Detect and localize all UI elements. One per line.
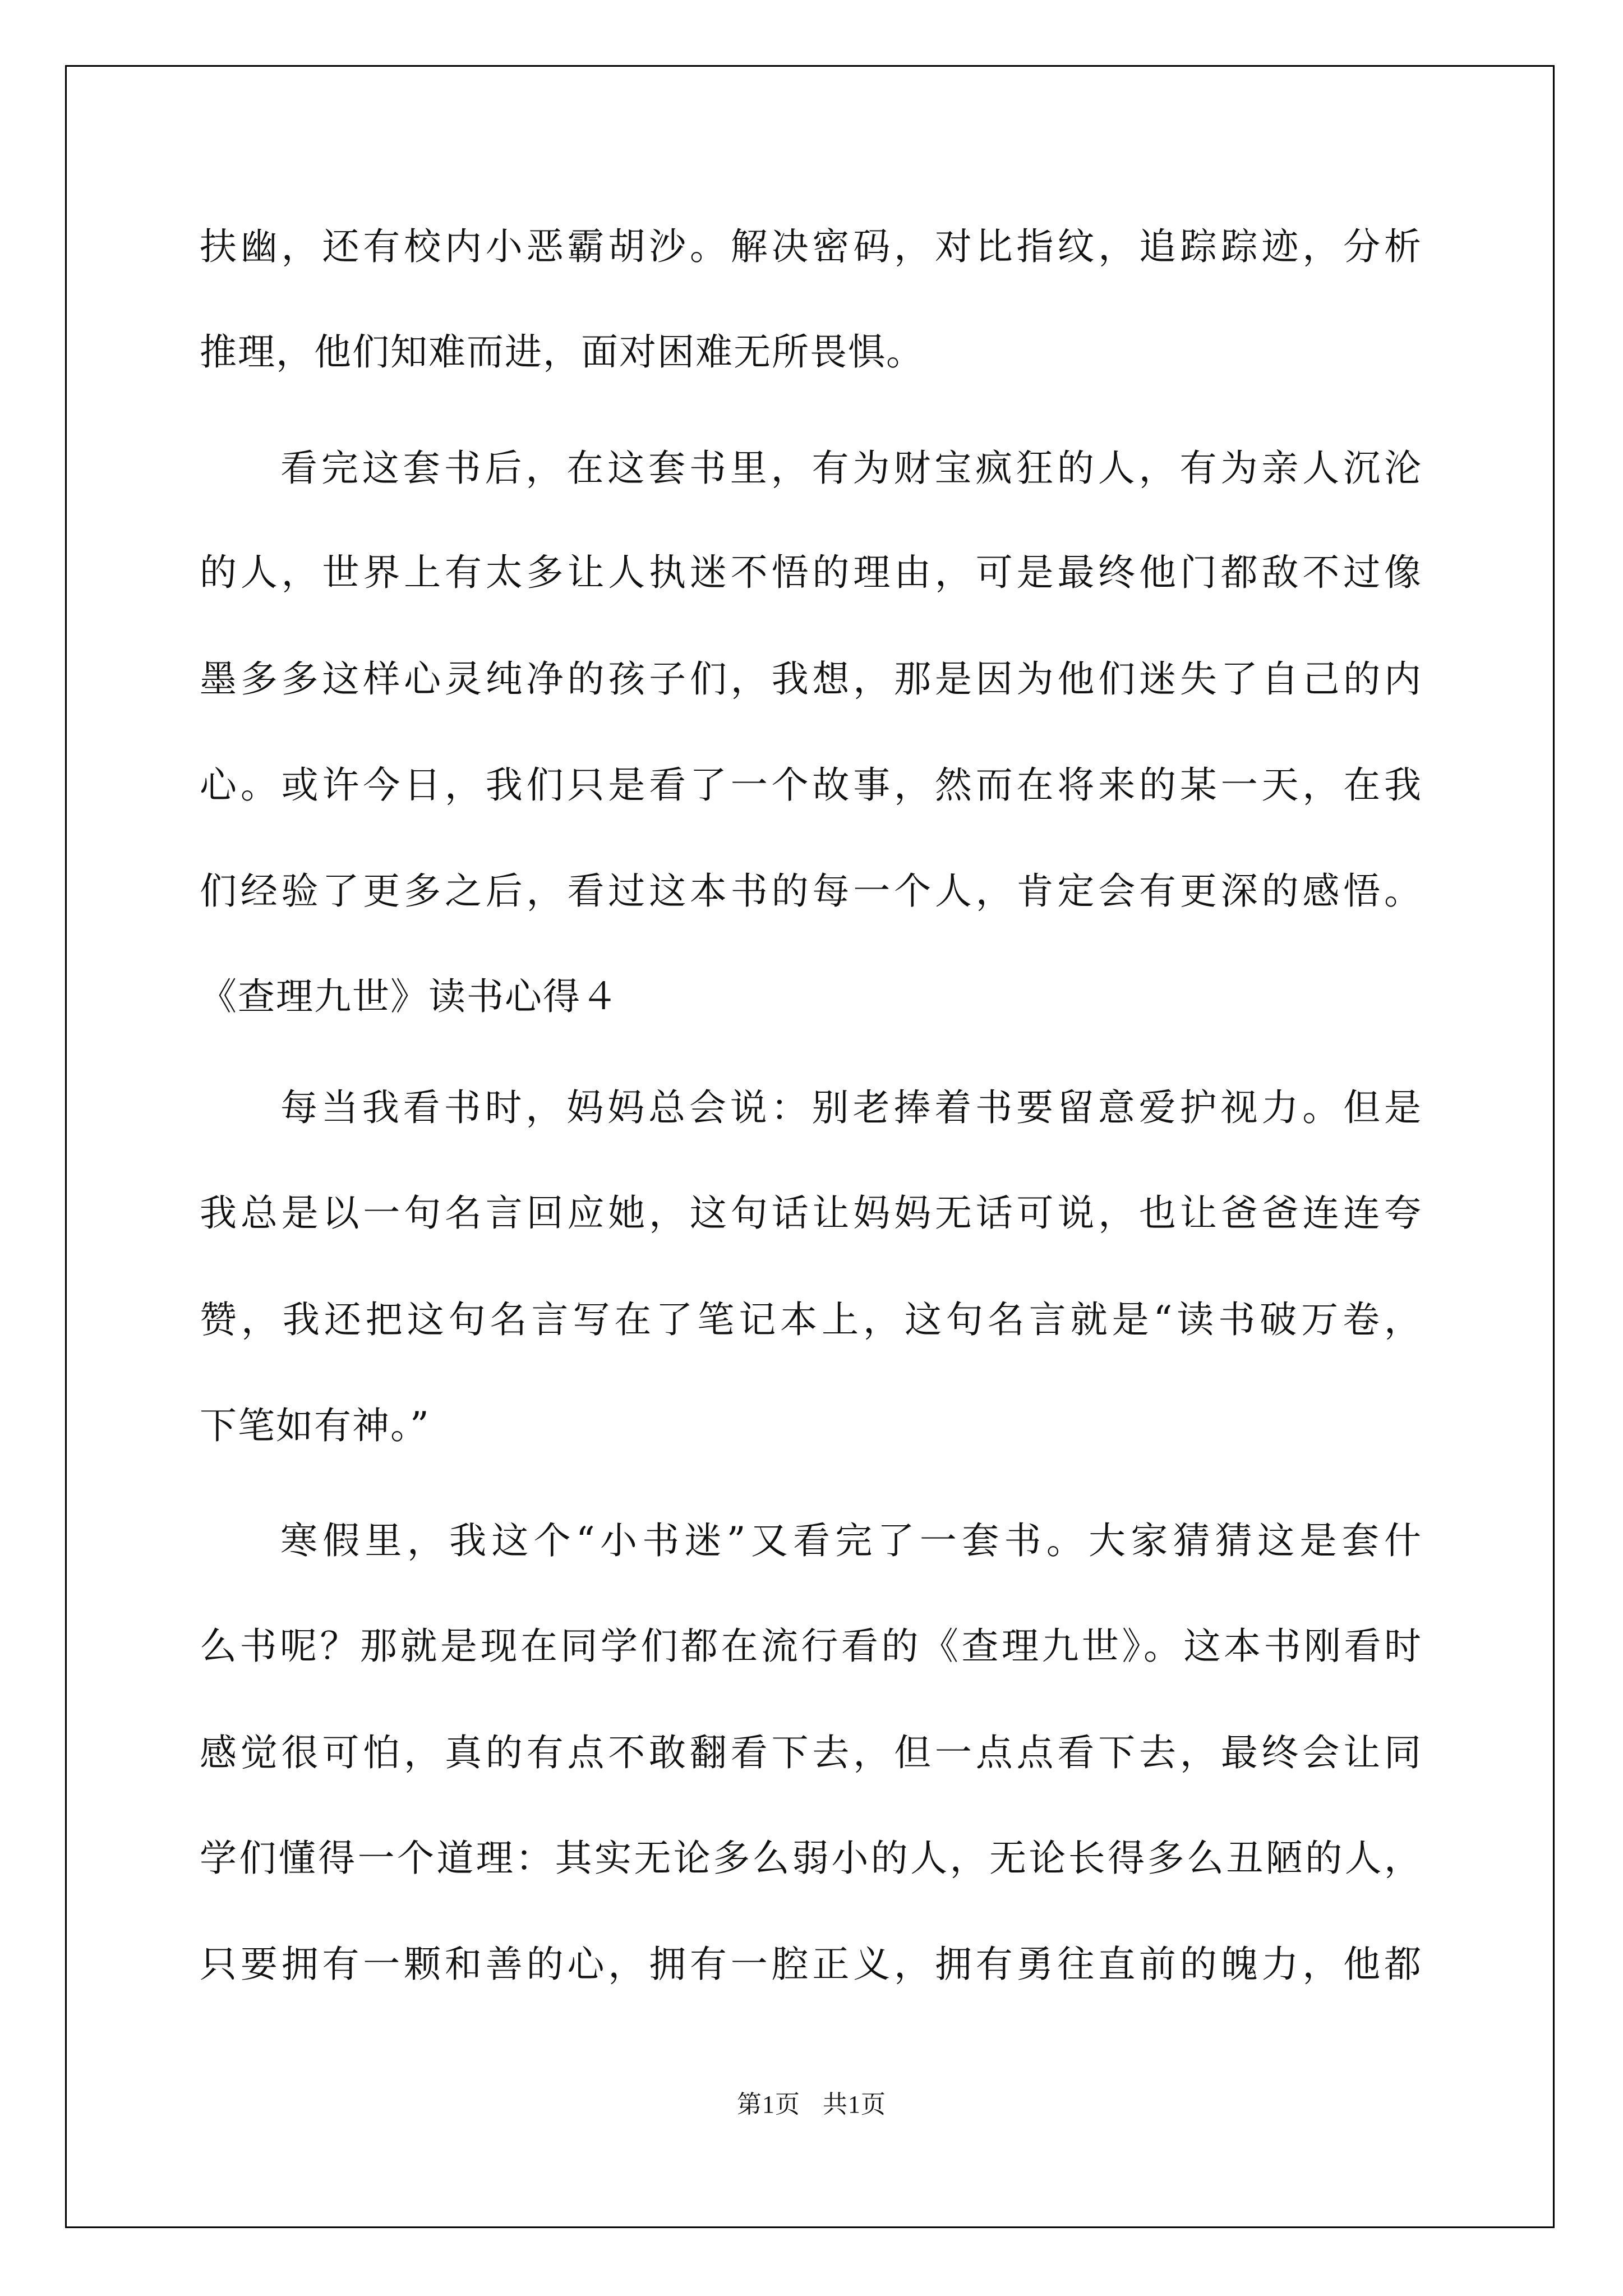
text-line: 么书呢？那就是现在同学们都在流行看的《查理九世》。这本书刚看时: [200, 1625, 1422, 1668]
text-line: 墨多多这样心灵纯净的孩子们，我想，那是因为他们迷失了自己的内: [200, 657, 1422, 701]
text-line: 心。或许今日，我们只是看了一个故事，然而在将来的某一天，在我: [200, 763, 1422, 807]
text-line: 学们懂得一个道理：其实无论多么弱小的人，无论长得多么丑陋的人，: [200, 1837, 1422, 1880]
text-line: 的人，世界上有太多让人执迷不悟的理由，可是最终他门都敌不过像: [200, 551, 1422, 594]
text-line: 下笔如有神。”: [200, 1404, 430, 1447]
text-line: 扶幽，还有校内小恶霸胡沙。解决密码，对比指纹，追踪踪迹，分析: [200, 225, 1422, 268]
page-footer: [0, 2089, 1623, 2120]
text-line: 只要拥有一颗和善的心，拥有一腔正义，拥有勇往直前的魄力，他都: [200, 1943, 1422, 1986]
page-total: 共1页: [823, 2091, 886, 2118]
text-line: 看完这套书后，在这套书里，有为财宝疯狂的人，有为亲人沉沦: [280, 447, 1422, 490]
text-line: 寒假里，我这个“小书迷”又看完了一套书。大家猜猜这是套什: [280, 1519, 1422, 1562]
text-line: 推理，他们知难而进，面对困难无所畏惧。: [200, 330, 924, 374]
text-line: 每当我看书时，妈妈总会说：别老捧着书要留意爱护视力。但是: [280, 1086, 1422, 1129]
text-line: 赞，我还把这句名言写在了笔记本上，这句名言就是“读书破万卷，: [200, 1298, 1422, 1341]
page-number: 第1页: [737, 2091, 800, 2118]
page-border: [65, 65, 1555, 2228]
text-line: 们经验了更多之后，看过这本书的每一个人，肯定会有更深的感悟。: [200, 869, 1422, 913]
text-line: 感觉很可怕，真的有点不敢翻看下去，但一点点看下去，最终会让同: [200, 1731, 1422, 1774]
section-heading: 《查理九世》读书心得４: [200, 975, 619, 1018]
text-line: 我总是以一句名言回应她，这句话让妈妈无话可说，也让爸爸连连夸: [200, 1191, 1422, 1235]
